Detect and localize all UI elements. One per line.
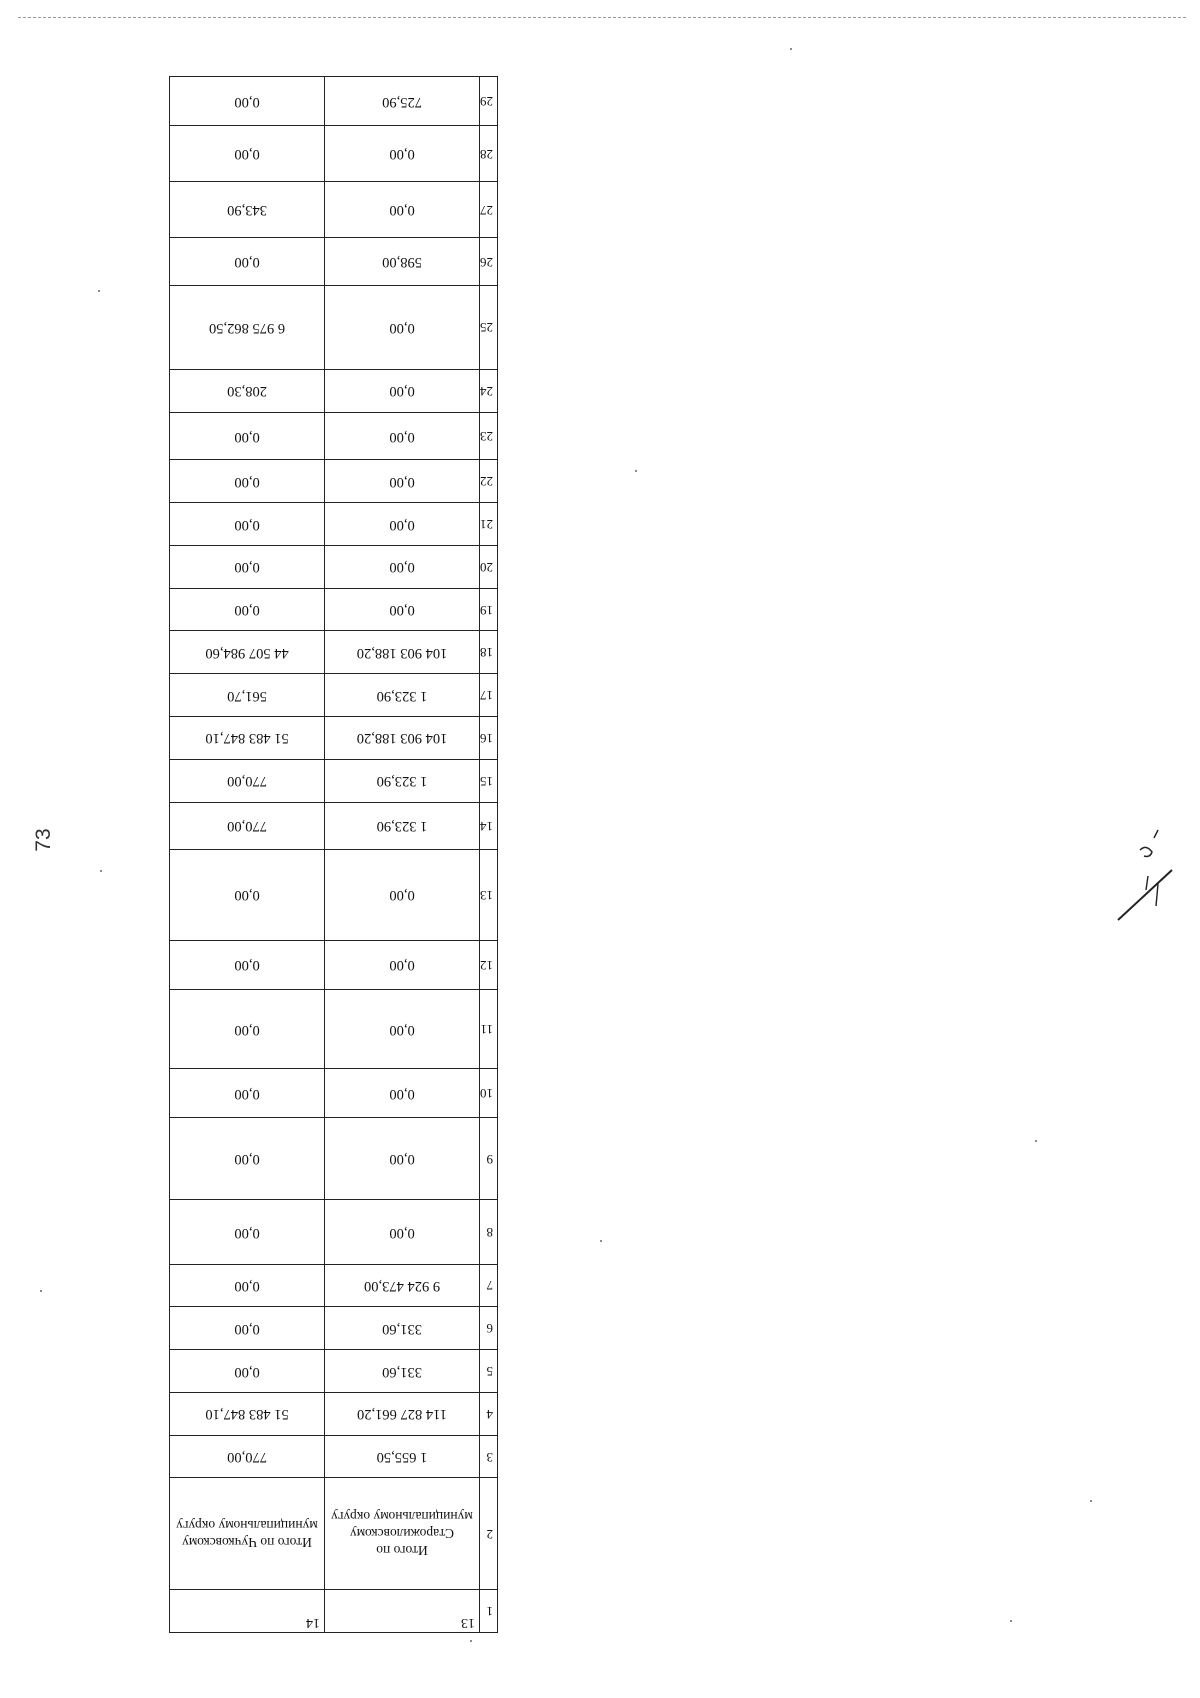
scan-top-border	[18, 17, 1186, 18]
value-cell: 770,00	[170, 759, 325, 802]
column-number-cell: 4	[480, 1392, 498, 1435]
value-cell: 0,00	[325, 369, 480, 412]
table-row	[170, 1200, 498, 1264]
value-cell: 0,00	[170, 990, 325, 1069]
column-number-cell: 7	[480, 1264, 498, 1307]
row-number-cell: 13	[325, 1590, 480, 1633]
column-number-cell: 11	[480, 990, 498, 1069]
table-row	[170, 1264, 498, 1307]
table-row	[170, 126, 498, 182]
column-number-cell: 9	[480, 1118, 498, 1200]
value-cell: 0,00	[325, 990, 480, 1069]
table-row	[170, 412, 498, 460]
column-number-cell: 1	[480, 1590, 498, 1633]
table-row	[170, 1478, 498, 1590]
budget-table	[169, 76, 498, 1633]
column-number-cell: 18	[480, 631, 498, 674]
column-number-cell: 17	[480, 674, 498, 717]
value-cell: 0,00	[325, 545, 480, 588]
column-number-cell: 8	[480, 1200, 498, 1264]
value-cell: 208,30	[170, 369, 325, 412]
value-cell: 0,00	[325, 126, 480, 182]
value-cell: 0,00	[170, 238, 325, 286]
table-row	[170, 850, 498, 940]
value-cell: 770,00	[170, 802, 325, 850]
value-cell: 331,60	[325, 1307, 480, 1350]
column-number-cell: 23	[480, 412, 498, 460]
value-cell: 561,70	[170, 674, 325, 717]
value-cell: 343,90	[170, 182, 325, 238]
table-row	[170, 1590, 498, 1633]
column-number-cell: 5	[480, 1350, 498, 1393]
signature-mark	[1110, 820, 1180, 930]
value-cell: 0,00	[170, 850, 325, 940]
value-cell: 0,00	[170, 940, 325, 989]
table-row	[170, 503, 498, 546]
column-number-cell: 22	[480, 460, 498, 503]
column-number-cell: 10	[480, 1068, 498, 1117]
table-row	[170, 1068, 498, 1117]
value-cell: 1 323,90	[325, 802, 480, 850]
table-row	[170, 1392, 498, 1435]
column-number-cell: 2	[480, 1478, 498, 1590]
table-row	[170, 1118, 498, 1200]
table-row	[170, 1435, 498, 1478]
value-cell: 0,00	[325, 588, 480, 631]
table-row	[170, 631, 498, 674]
column-number-cell: 29	[480, 77, 498, 126]
row-name-cell: Итого по Старожиловскому муниципальному округу	[325, 1478, 480, 1590]
value-cell: 6 975 862,50	[170, 286, 325, 370]
value-cell: 0,00	[325, 460, 480, 503]
value-cell: 44 507 984,60	[170, 631, 325, 674]
column-number-cell: 19	[480, 588, 498, 631]
table-row	[170, 460, 498, 503]
column-number-cell: 20	[480, 545, 498, 588]
value-cell: 1 655,50	[325, 1435, 480, 1478]
column-number-cell: 25	[480, 286, 498, 370]
column-number-cell: 28	[480, 126, 498, 182]
value-cell: 0,00	[325, 940, 480, 989]
value-cell: 0,00	[325, 286, 480, 370]
value-cell: 0,00	[170, 545, 325, 588]
value-cell: 0,00	[170, 412, 325, 460]
table-row	[170, 369, 498, 412]
table-row	[170, 940, 498, 989]
value-cell: 0,00	[170, 1264, 325, 1307]
column-number-cell: 15	[480, 759, 498, 802]
value-cell: 0,00	[170, 460, 325, 503]
value-cell: 1 323,90	[325, 759, 480, 802]
table-row	[170, 588, 498, 631]
column-number-cell: 13	[480, 850, 498, 940]
table-row	[170, 238, 498, 286]
value-cell: 9 924 473,00	[325, 1264, 480, 1307]
column-number-cell: 21	[480, 503, 498, 546]
table-row	[170, 77, 498, 126]
value-cell: 725,90	[325, 77, 480, 126]
page-number: 73	[32, 828, 55, 852]
table-row	[170, 545, 498, 588]
column-number-cell: 24	[480, 369, 498, 412]
table-row	[170, 674, 498, 717]
value-cell: 0,00	[325, 182, 480, 238]
column-number-cell: 27	[480, 182, 498, 238]
value-cell: 770,00	[170, 1435, 325, 1478]
value-cell: 1 323,90	[325, 674, 480, 717]
budget-table-rotated	[170, 76, 498, 1633]
value-cell: 331,60	[325, 1350, 480, 1393]
value-cell: 104 903 188,20	[325, 631, 480, 674]
value-cell: 0,00	[170, 1200, 325, 1264]
value-cell: 0,00	[325, 503, 480, 546]
value-cell: 51 483 847,10	[170, 716, 325, 759]
row-number-cell: 14	[170, 1590, 325, 1633]
table-row	[170, 759, 498, 802]
value-cell: 0,00	[170, 126, 325, 182]
value-cell: 598,00	[325, 238, 480, 286]
value-cell: 51 483 847,10	[170, 1392, 325, 1435]
value-cell: 0,00	[170, 1350, 325, 1393]
value-cell: 114 827 661,20	[325, 1392, 480, 1435]
column-number-cell: 12	[480, 940, 498, 989]
value-cell: 0,00	[325, 1068, 480, 1117]
table-row	[170, 1307, 498, 1350]
value-cell: 0,00	[325, 1118, 480, 1200]
row-name-cell: Итого по Чучковскому муниципальному округу	[170, 1478, 325, 1590]
value-cell: 0,00	[325, 850, 480, 940]
table-row	[170, 990, 498, 1069]
value-cell: 104 903 188,20	[325, 716, 480, 759]
value-cell: 0,00	[170, 77, 325, 126]
column-number-cell: 14	[480, 802, 498, 850]
column-number-cell: 6	[480, 1307, 498, 1350]
value-cell: 0,00	[170, 1307, 325, 1350]
value-cell: 0,00	[170, 1068, 325, 1117]
value-cell: 0,00	[170, 503, 325, 546]
value-cell: 0,00	[170, 1118, 325, 1200]
table-row	[170, 1350, 498, 1393]
column-number-cell: 26	[480, 238, 498, 286]
value-cell: 0,00	[325, 412, 480, 460]
table-row	[170, 182, 498, 238]
table-row	[170, 286, 498, 370]
value-cell: 0,00	[325, 1200, 480, 1264]
column-number-cell: 3	[480, 1435, 498, 1478]
column-number-cell: 16	[480, 716, 498, 759]
table-row	[170, 716, 498, 759]
value-cell: 0,00	[170, 588, 325, 631]
table-row	[170, 802, 498, 850]
